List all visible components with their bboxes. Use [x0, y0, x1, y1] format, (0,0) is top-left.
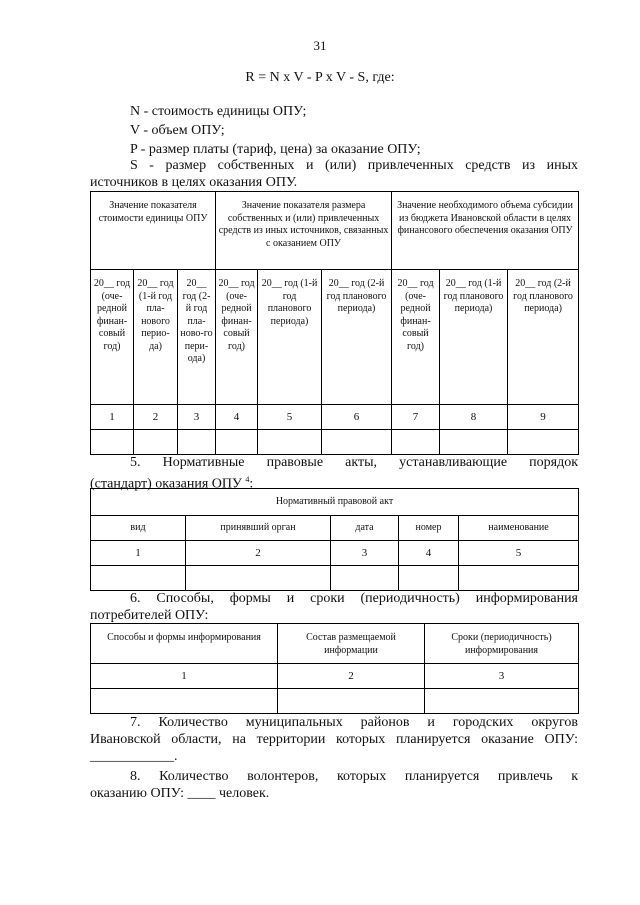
definition-s-line2: источников в целях оказания ОПУ.: [90, 175, 298, 190]
table1-column-number: 6: [322, 405, 392, 430]
footnote-marker: 4: [245, 475, 250, 484]
section-8-line1: 8. Количество волонтеров, которых планируется привлечь к: [130, 769, 578, 784]
section-5-line1: 5. Нормативные правовые акты, устанавливающие порядок: [130, 455, 578, 470]
table2-column-number: 2: [186, 541, 331, 566]
table2-header: дата: [331, 516, 399, 541]
table2-column-number: 4: [399, 541, 459, 566]
table1-subheader: 20__ год (оче-редной финан-совый год): [216, 270, 258, 405]
table1-column-number: 9: [508, 405, 579, 430]
definition-s: [90, 157, 578, 191]
section-6: [90, 590, 578, 624]
normative-acts-table: [90, 488, 579, 591]
definition-p: P - размер платы (тариф, цена) за оказание ОПУ;: [130, 142, 421, 157]
table1-subheader: 20__ год (2-й год планового периода): [508, 270, 579, 405]
table1-column-number: 3: [178, 405, 216, 430]
table1-subheader: 20__ год (оче-редной финан-совый год): [91, 270, 134, 405]
section-6-line2: потребителей ОПУ:: [90, 608, 209, 623]
formula: R = N x V - P x V - S, где:: [245, 70, 395, 85]
section-7-line2: Ивановской области, на территории которых планируется оказание ОПУ:: [90, 732, 578, 747]
table2-header: номер: [399, 516, 459, 541]
table1-column-number: 1: [91, 405, 134, 430]
section-7-line1: 7. Количество муниципальных районов и городских округов: [130, 715, 578, 730]
table2-column-number: 5: [459, 541, 579, 566]
definition-s-line1: S - размер собственных и (или) привлеченных средств из иных: [130, 158, 578, 173]
table3-column-number: 2: [278, 664, 425, 689]
table3-header: Состав размещаемой информации: [278, 624, 425, 664]
table3-column-number: 1: [91, 664, 278, 689]
informing-table: [90, 623, 579, 714]
definition-v: V - объем ОПУ;: [130, 123, 225, 138]
table2-column-number: 3: [331, 541, 399, 566]
table1-group-subsidy: Значение необходимого объема субсидии из бюджета Ивановской области в целях финансового обеспечения оказания ОПУ: [392, 192, 579, 270]
section-8: [90, 768, 578, 802]
definition-n: N - стоимость единицы ОПУ;: [130, 104, 307, 119]
table2-header: наименование: [459, 516, 579, 541]
table2-header: вид: [91, 516, 186, 541]
table2-empty-row: [91, 566, 579, 591]
table1-group-unit-cost: Значение показателя стоимости единицы ОПУ: [91, 192, 216, 270]
table3-header: Способы и формы информирования: [91, 624, 278, 664]
table1-group-own-funds: Значение показателя размера собственных и (или) привлеченных средств из иных источников, связанных с оказанием ОПУ: [216, 192, 392, 270]
table1-subheader: 20__ год (1-й год пла-нового перио-да): [134, 270, 178, 405]
section-5-line2: (стандарт) оказания ОПУ $^4$:: [90, 475, 254, 492]
section-7-blank: ____________.: [90, 749, 178, 764]
table3-empty-row: [91, 689, 579, 714]
table1-column-number: 2: [134, 405, 178, 430]
table1-subheader: 20__ год (1-й год планового периода): [440, 270, 508, 405]
table3-column-number: 3: [425, 664, 579, 689]
table1-column-number: 7: [392, 405, 440, 430]
table1-subheader: 20__ год (оче-редной финан-совый год): [392, 270, 440, 405]
table1-column-number: 5: [258, 405, 322, 430]
table1-subheader: 20__ год (2-й год планового периода): [322, 270, 392, 405]
table2-column-number: 1: [91, 541, 186, 566]
table2-header: принявший орган: [186, 516, 331, 541]
table1-column-number: 4: [216, 405, 258, 430]
table1-subheader: 20__ год (1-й год планового периода): [258, 270, 322, 405]
section-8-line2: оказанию ОПУ: ____ человек.: [90, 786, 270, 801]
section-6-line1: 6. Способы, формы и сроки (периодичность) информирования: [130, 591, 578, 606]
page-number: 31: [313, 38, 327, 53]
table1-column-number: 8: [440, 405, 508, 430]
table2-title: Нормативный правовой акт: [91, 489, 579, 516]
table1-empty-row: [91, 430, 579, 455]
table3-header: Сроки (периодичность) информирования: [425, 624, 579, 664]
table1-subheader: 20__ год (2-й год пла-ново-го пери-ода): [178, 270, 216, 405]
section-7: [90, 714, 578, 765]
opu-values-table: [90, 191, 579, 455]
section-5: [90, 454, 578, 493]
